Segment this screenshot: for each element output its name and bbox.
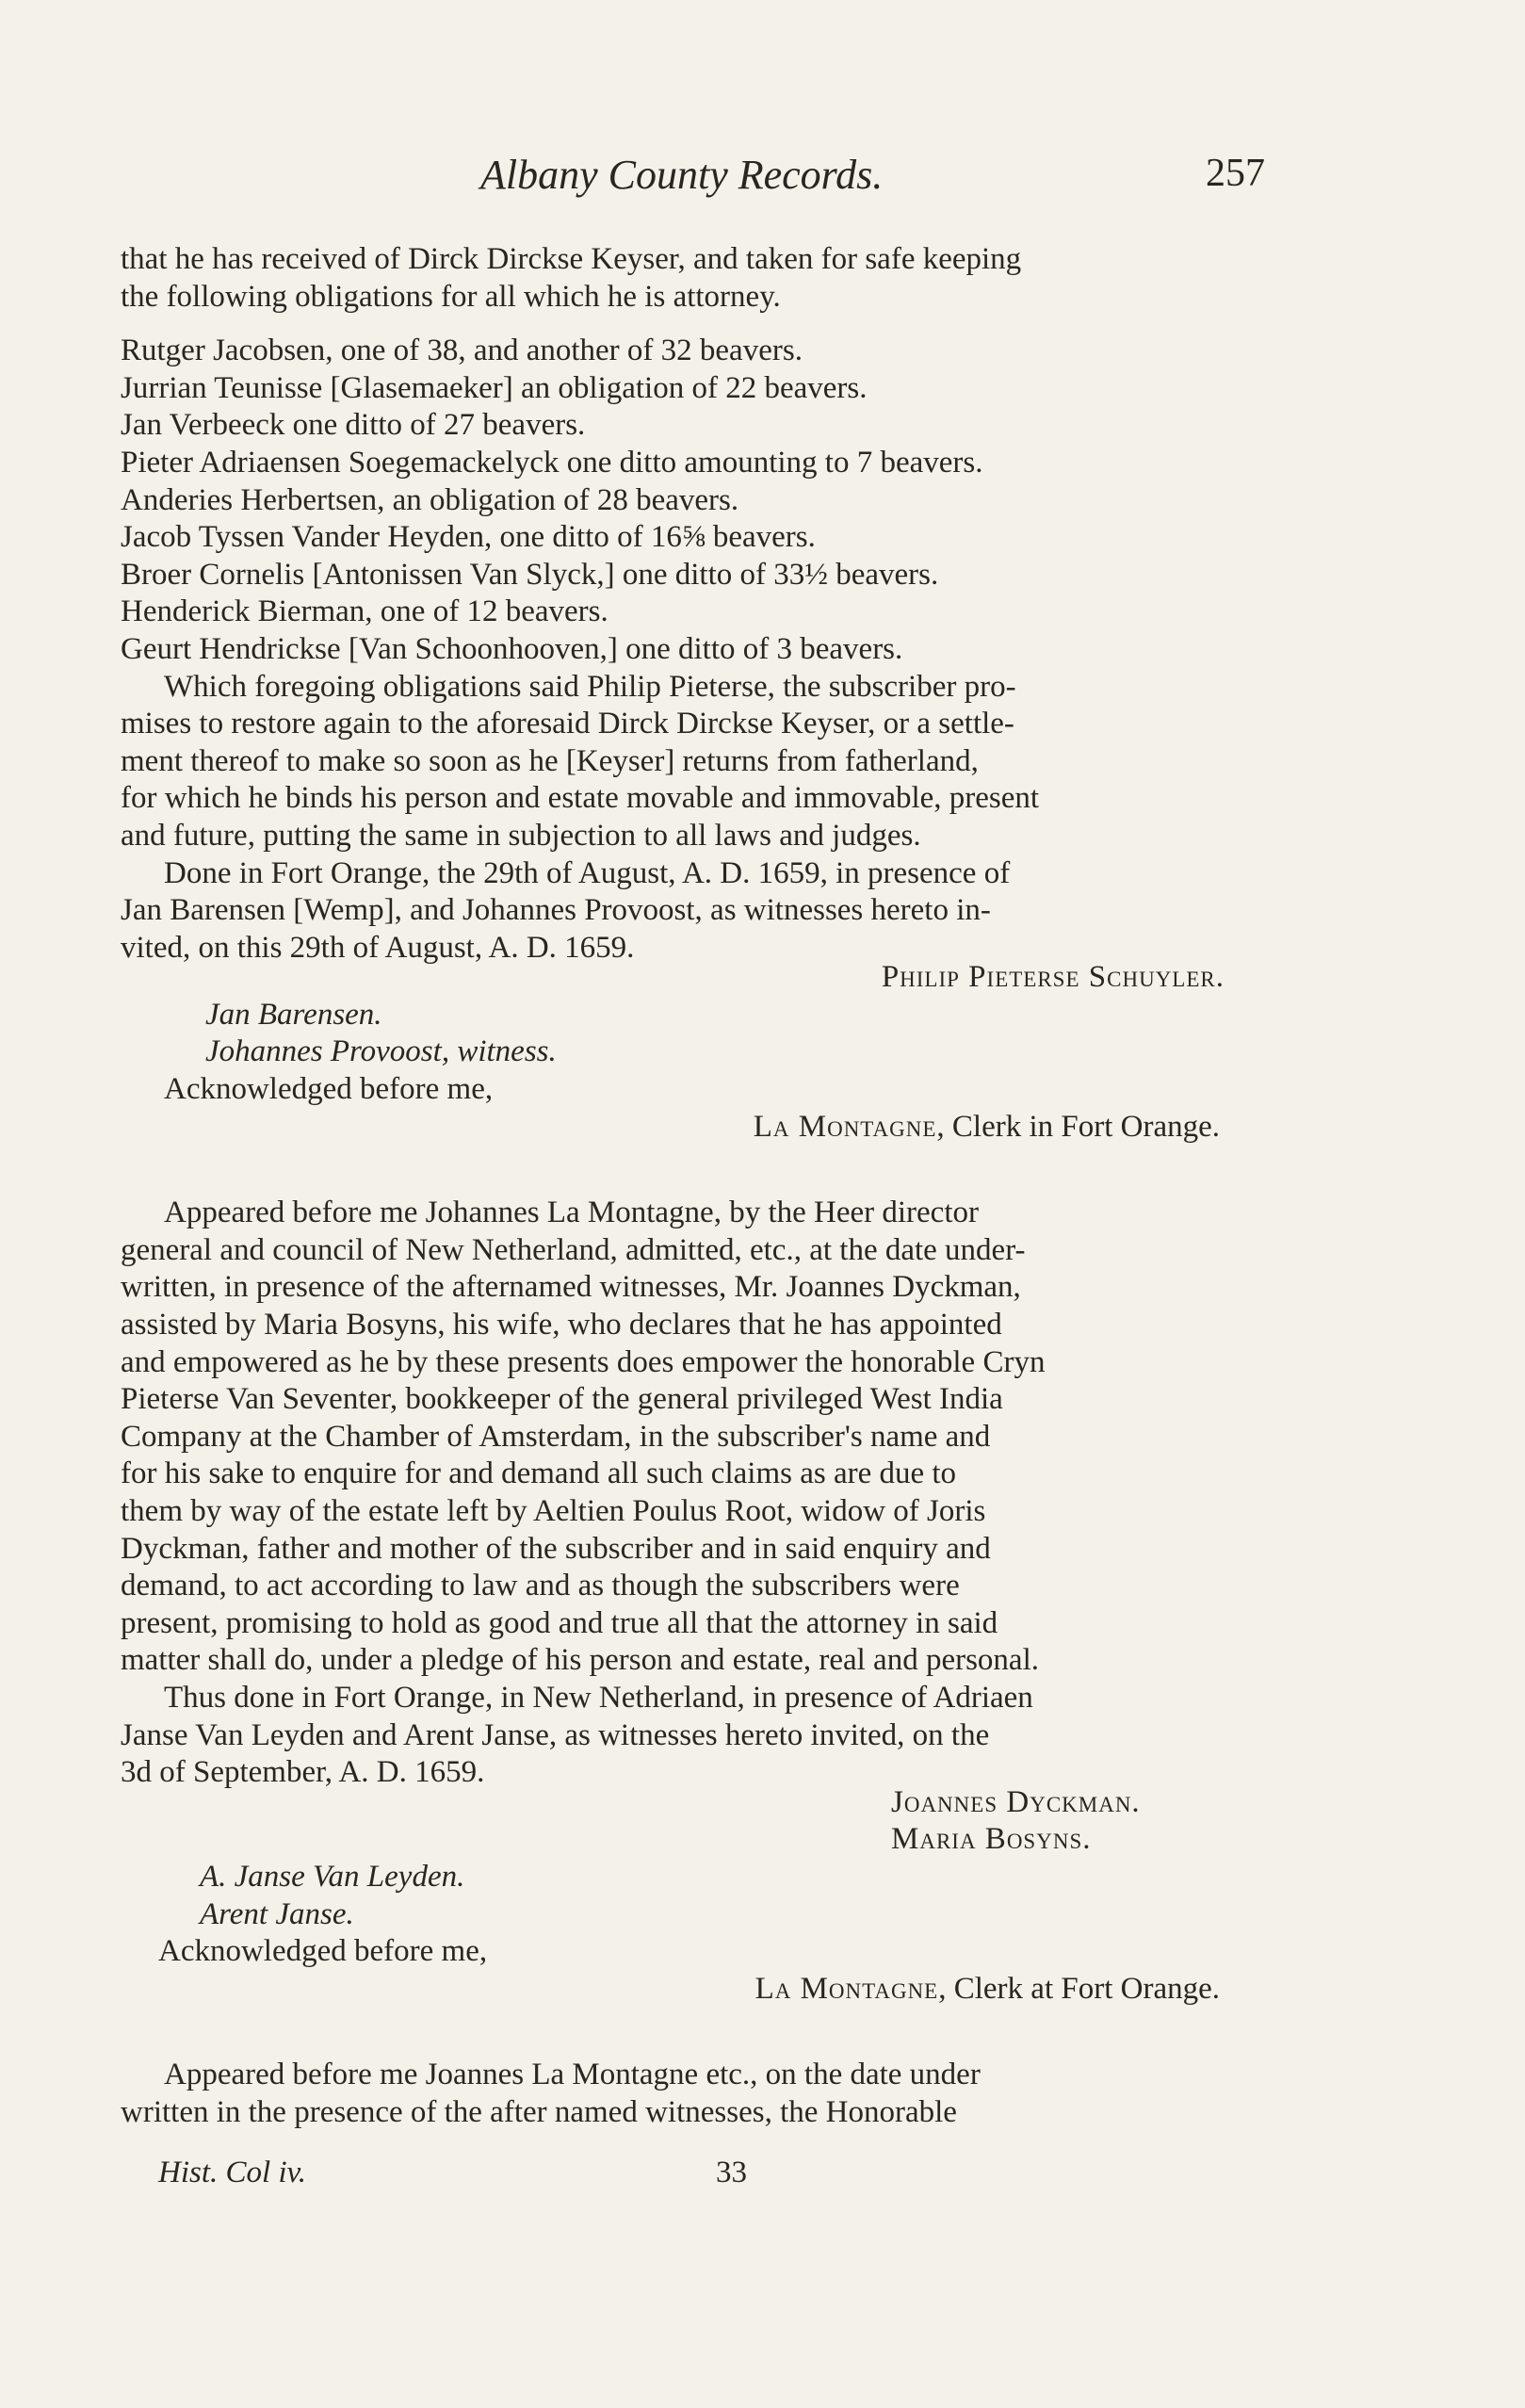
obligation-item: Jurrian Teunisse [Glasemaeker] an obligation of 22 beavers. [121,370,868,405]
text-line: Jan Barensen [Wemp], and Johannes Provoost, as witnesses hereto in- [121,893,991,928]
text-line: matter shall do, under a pledge of his person and estate, real and personal. [121,1643,1039,1678]
text-line: for his sake to enquire for and demand all such claims as are due to [121,1456,957,1491]
text-line: the following obligations for all which he is attorney. [121,279,781,314]
text-line: for which he binds his person and estate movable and immovable, present [121,781,1040,816]
obligation-item: Anderies Herbertsen, an obligation of 28 beavers. [121,482,739,517]
signature-mark: Hist. Col iv. [158,2156,307,2189]
text-line: and empowered as he by these presents does empower the honorable Cryn [121,1344,1046,1379]
text-line: Which foregoing obligations said Philip Pieterse, the subscriber pro- [164,669,1016,704]
acknowledgment-line: Acknowledged before me, [164,1072,494,1107]
clerk-signature [121,1109,1272,1147]
clerk-signature [121,1971,1272,2009]
witness-name: Arent Janse. [200,1896,354,1931]
page-footer [0,2156,1525,2203]
text-line: mises to restore again to the aforesaid Dirck Dirckse Keyser, or a settle- [121,707,1014,741]
text-line: and future, putting the same in subjection to all laws and judges. [121,818,921,853]
obligation-item: Pieter Adriaensen Soegemackelyck one ditto amounting to 7 beavers. [121,445,983,480]
signature-dyckman: Joannes Dyckman. [891,1784,1141,1819]
text-line: general and council of New Netherland, admitted, etc., at the date under- [121,1232,1026,1267]
obligation-item: Broer Cornelis [Antonissen Van Slyck,] one ditto of 33½ beavers. [121,557,939,592]
page-body [121,241,1272,2132]
page-header [0,151,1525,207]
text-line: demand, to act according to law and as though the subscribers were [121,1569,960,1603]
page-number: 257 [1206,152,1265,195]
text-line: ment thereof to make so soon as he [Keyser] returns from fatherland, [121,743,979,778]
text-line: Janse Van Leyden and Arent Janse, as witnesses hereto invited, on the [121,1717,990,1752]
running-title: Albany County Records. [480,152,884,198]
acknowledgment-line: Acknowledged before me, [158,1934,488,1969]
witness-name: Jan Barensen. [205,997,382,1032]
clerk-title: , Clerk at Fort Orange. [938,1971,1220,2006]
signature-schuyler: Philip Pieterse Schuyler. [881,960,1225,995]
text-line: 3d of September, A. D. 1659. [121,1755,485,1790]
signature-bosyns: Maria Bosyns. [891,1822,1092,1857]
witness-name: A. Janse Van Leyden. [200,1859,465,1894]
text-line: Appeared before me Joannes La Montagne etc., on the date under [164,2058,981,2092]
clerk-title: , Clerk in Fort Orange. [936,1109,1220,1144]
text-line: Pieterse Van Seventer, bookkeeper of the general privileged West India [121,1382,1003,1417]
text-line: present, promising to hold as good and true all that the attorney in said [121,1605,998,1640]
text-line: Done in Fort Orange, the 29th of August, A. D. 1659, in presence of [164,855,1011,890]
text-line: vited, on this 29th of August, A. D. 1659. [121,930,635,965]
obligation-item: Geurt Hendrickse [Van Schoonhooven,] one ditto of 3 beavers. [121,631,903,666]
text-line: Company at the Chamber of Amsterdam, in the subscriber's name and [121,1419,991,1454]
clerk-name: La Montagne [753,1109,937,1144]
obligation-item: Rutger Jacobsen, one of 38, and another of 32 beavers. [121,334,803,368]
text-line: Appeared before me Johannes La Montagne, by the Heer director [164,1196,979,1230]
text-line: them by way of the estate left by Aeltien Poulus Root, widow of Joris [121,1494,986,1528]
text-line: assisted by Maria Bosyns, his wife, who declares that he has appointed [121,1308,1002,1342]
text-line: that he has received of Dirck Dirckse Keyser, and taken for safe keeping [121,242,1022,276]
obligation-item: Jan Verbeeck one ditto of 27 beavers. [121,408,586,443]
sheet-number: 33 [716,2156,747,2189]
text-line: Thus done in Fort Orange, in New Netherland, in presence of Adriaen [164,1680,1033,1715]
obligation-item: Jacob Tyssen Vander Heyden, one ditto of 16⅝ beavers. [121,520,816,555]
text-line: written, in presence of the afternamed witnesses, Mr. Joannes Dyckman, [121,1270,1021,1305]
clerk-name: La Montagne [754,1971,939,2006]
obligation-item: Henderick Bierman, one of 12 beavers. [121,594,608,629]
witness-name: Johannes Provoost, witness. [205,1034,557,1069]
text-line: Dyckman, father and mother of the subscriber and in said enquiry and [121,1531,991,1566]
text-line: written in the presence of the after named witnesses, the Honorable [121,2094,957,2129]
